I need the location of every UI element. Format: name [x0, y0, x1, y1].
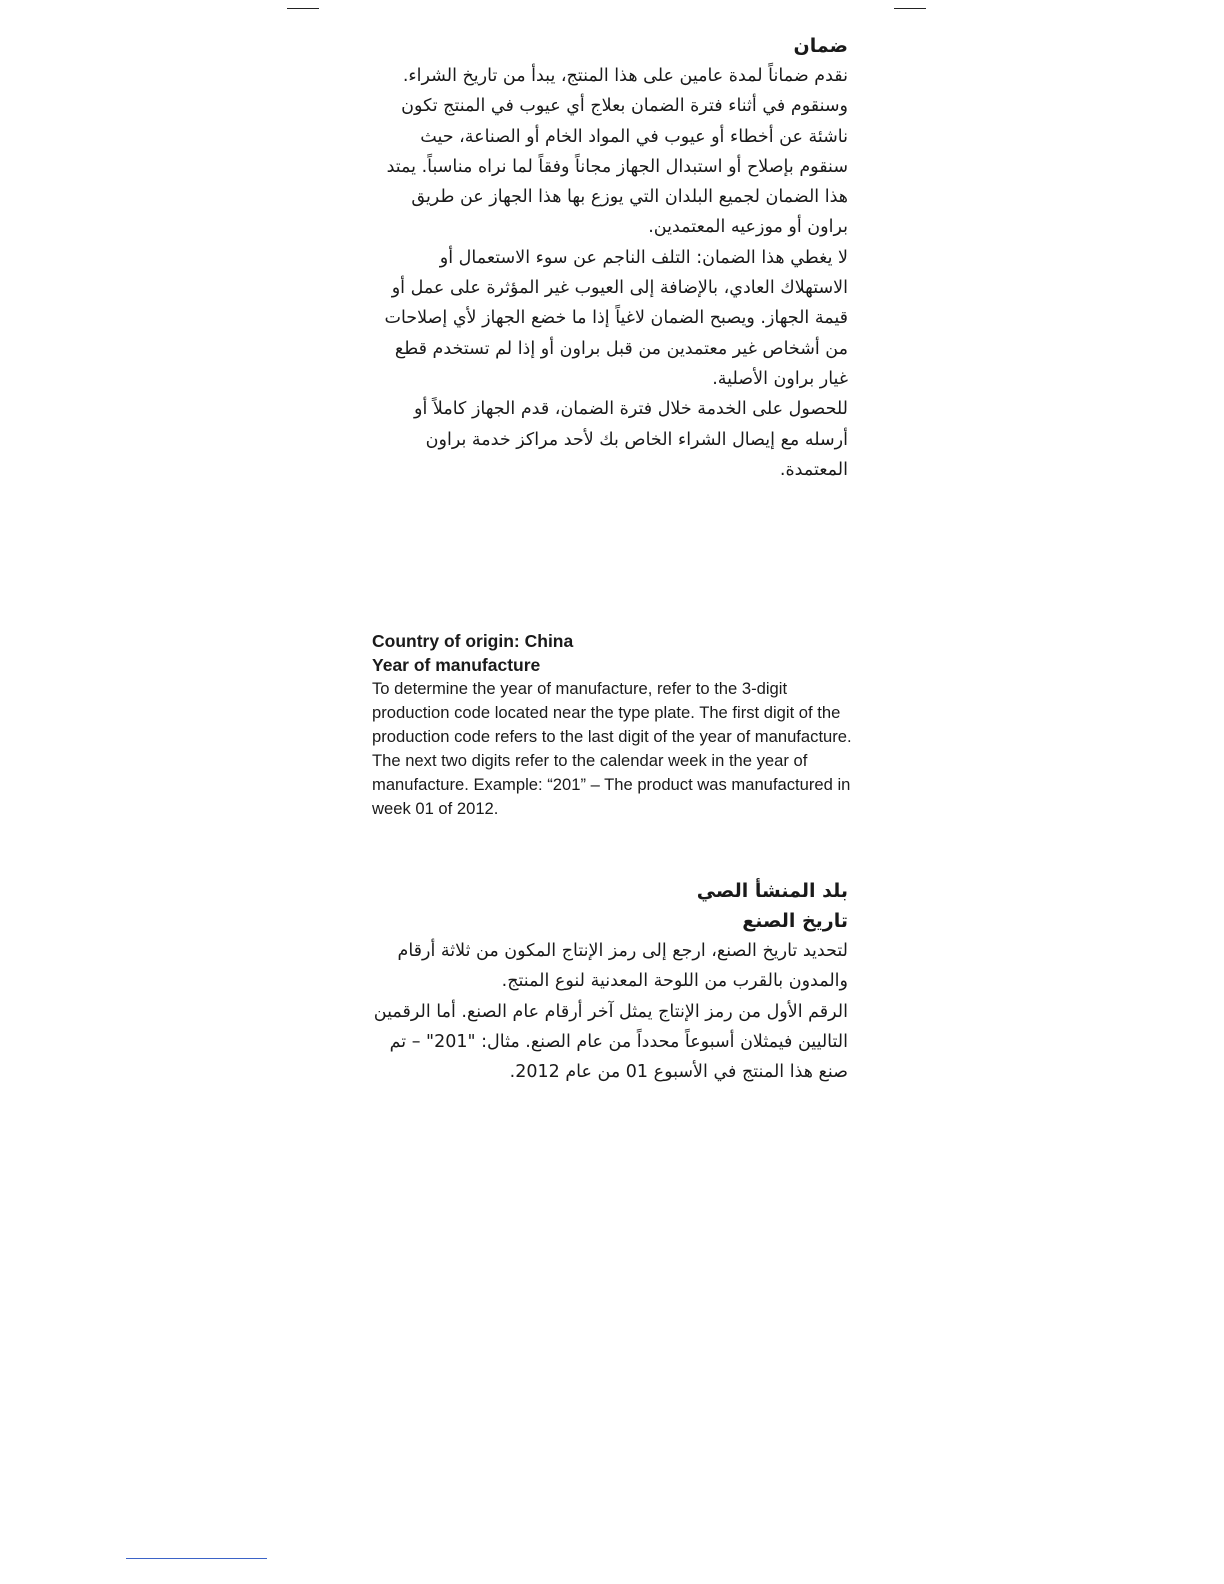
warranty-paragraph-1: نقدم ضماناً لمدة عامين على هذا المنتج، يبدأ من تاريخ الشراء. وسنقوم في أثناء فترة الضمان بعلاج أي عيوب في المنتج تكون ناشئة عن أخطاء أو عيوب في المواد الخام أو الصناعة، حيث سنقوم بإصلاح أو استبدال الجهاز مجاناً وفقاً لما نراه مناسباً. يمتد هذا الضمان لجميع البلدان التي يوزع بها هذا الجهاز عن طريق براون أو موزعيه المعتمدين. — [386, 66, 848, 238]
year-of-manufacture-text: To determine the year of manufacture, refer to the 3-digit production code located near the type plate. The first digit of the production code refers to the last digit of the year of manufacture. The next two digits refer to the calendar week in the year of manufacture. Example: “201” – The product was manufactured in week 01 of 2012. — [372, 679, 852, 818]
year-of-manufacture-text-arabic-1: لتحديد تاريخ الصنع، ارجع إلى رمز الإنتاج المكون من ثلاثة أرقام والمدون بالقرب من اللوحة المعدنية لنوع المنتج. — [397, 941, 848, 992]
warranty-paragraph-3: للحصول على الخدمة خلال فترة الضمان، قدم الجهاز كاملاً أو أرسله مع إيصال الشراء الخاص بك لأحد مراكز خدمة براون المعتمدة. — [414, 399, 848, 480]
warranty-section-arabic — [372, 31, 848, 485]
warranty-paragraph-2: لا يغطي هذا الضمان: التلف الناجم عن سوء الاستعمال أو الاستهلاك العادي، بالإضافة إلى العيوب غير المؤثرة على عمل أو قيمة الجهاز. ويصبح الضمان لاغياً إذا ما خضع الجهاز لأي إصلاحات من أشخاص غير معتمدين من قبل براون أو إذا لم تستخدم قطع غيار براون الأصلية. — [384, 247, 848, 389]
country-of-origin-heading-arabic: بلد المنشأ الصي — [696, 880, 848, 902]
country-of-origin-heading: Country of origin: China — [372, 631, 574, 651]
warranty-heading: ضمان — [793, 35, 848, 57]
footnote-divider — [126, 1558, 267, 1559]
origin-section-english — [372, 629, 852, 821]
crop-mark-right — [894, 8, 926, 9]
origin-section-arabic — [372, 876, 848, 1087]
year-of-manufacture-heading-arabic: تاريخ الصنع — [742, 910, 848, 932]
year-of-manufacture-heading: Year of manufacture — [372, 655, 541, 675]
crop-mark-left — [287, 8, 319, 9]
year-of-manufacture-text-arabic-2: الرقم الأول من رمز الإنتاج يمثل آخر أرقام عام الصنع. أما الرقمين التاليين فيمثلان أسبوعاً محدداً من عام الصنع. مثال: "201" – تم صنع هذا المنتج في الأسبوع 01 من عام 2012. — [373, 1001, 848, 1083]
